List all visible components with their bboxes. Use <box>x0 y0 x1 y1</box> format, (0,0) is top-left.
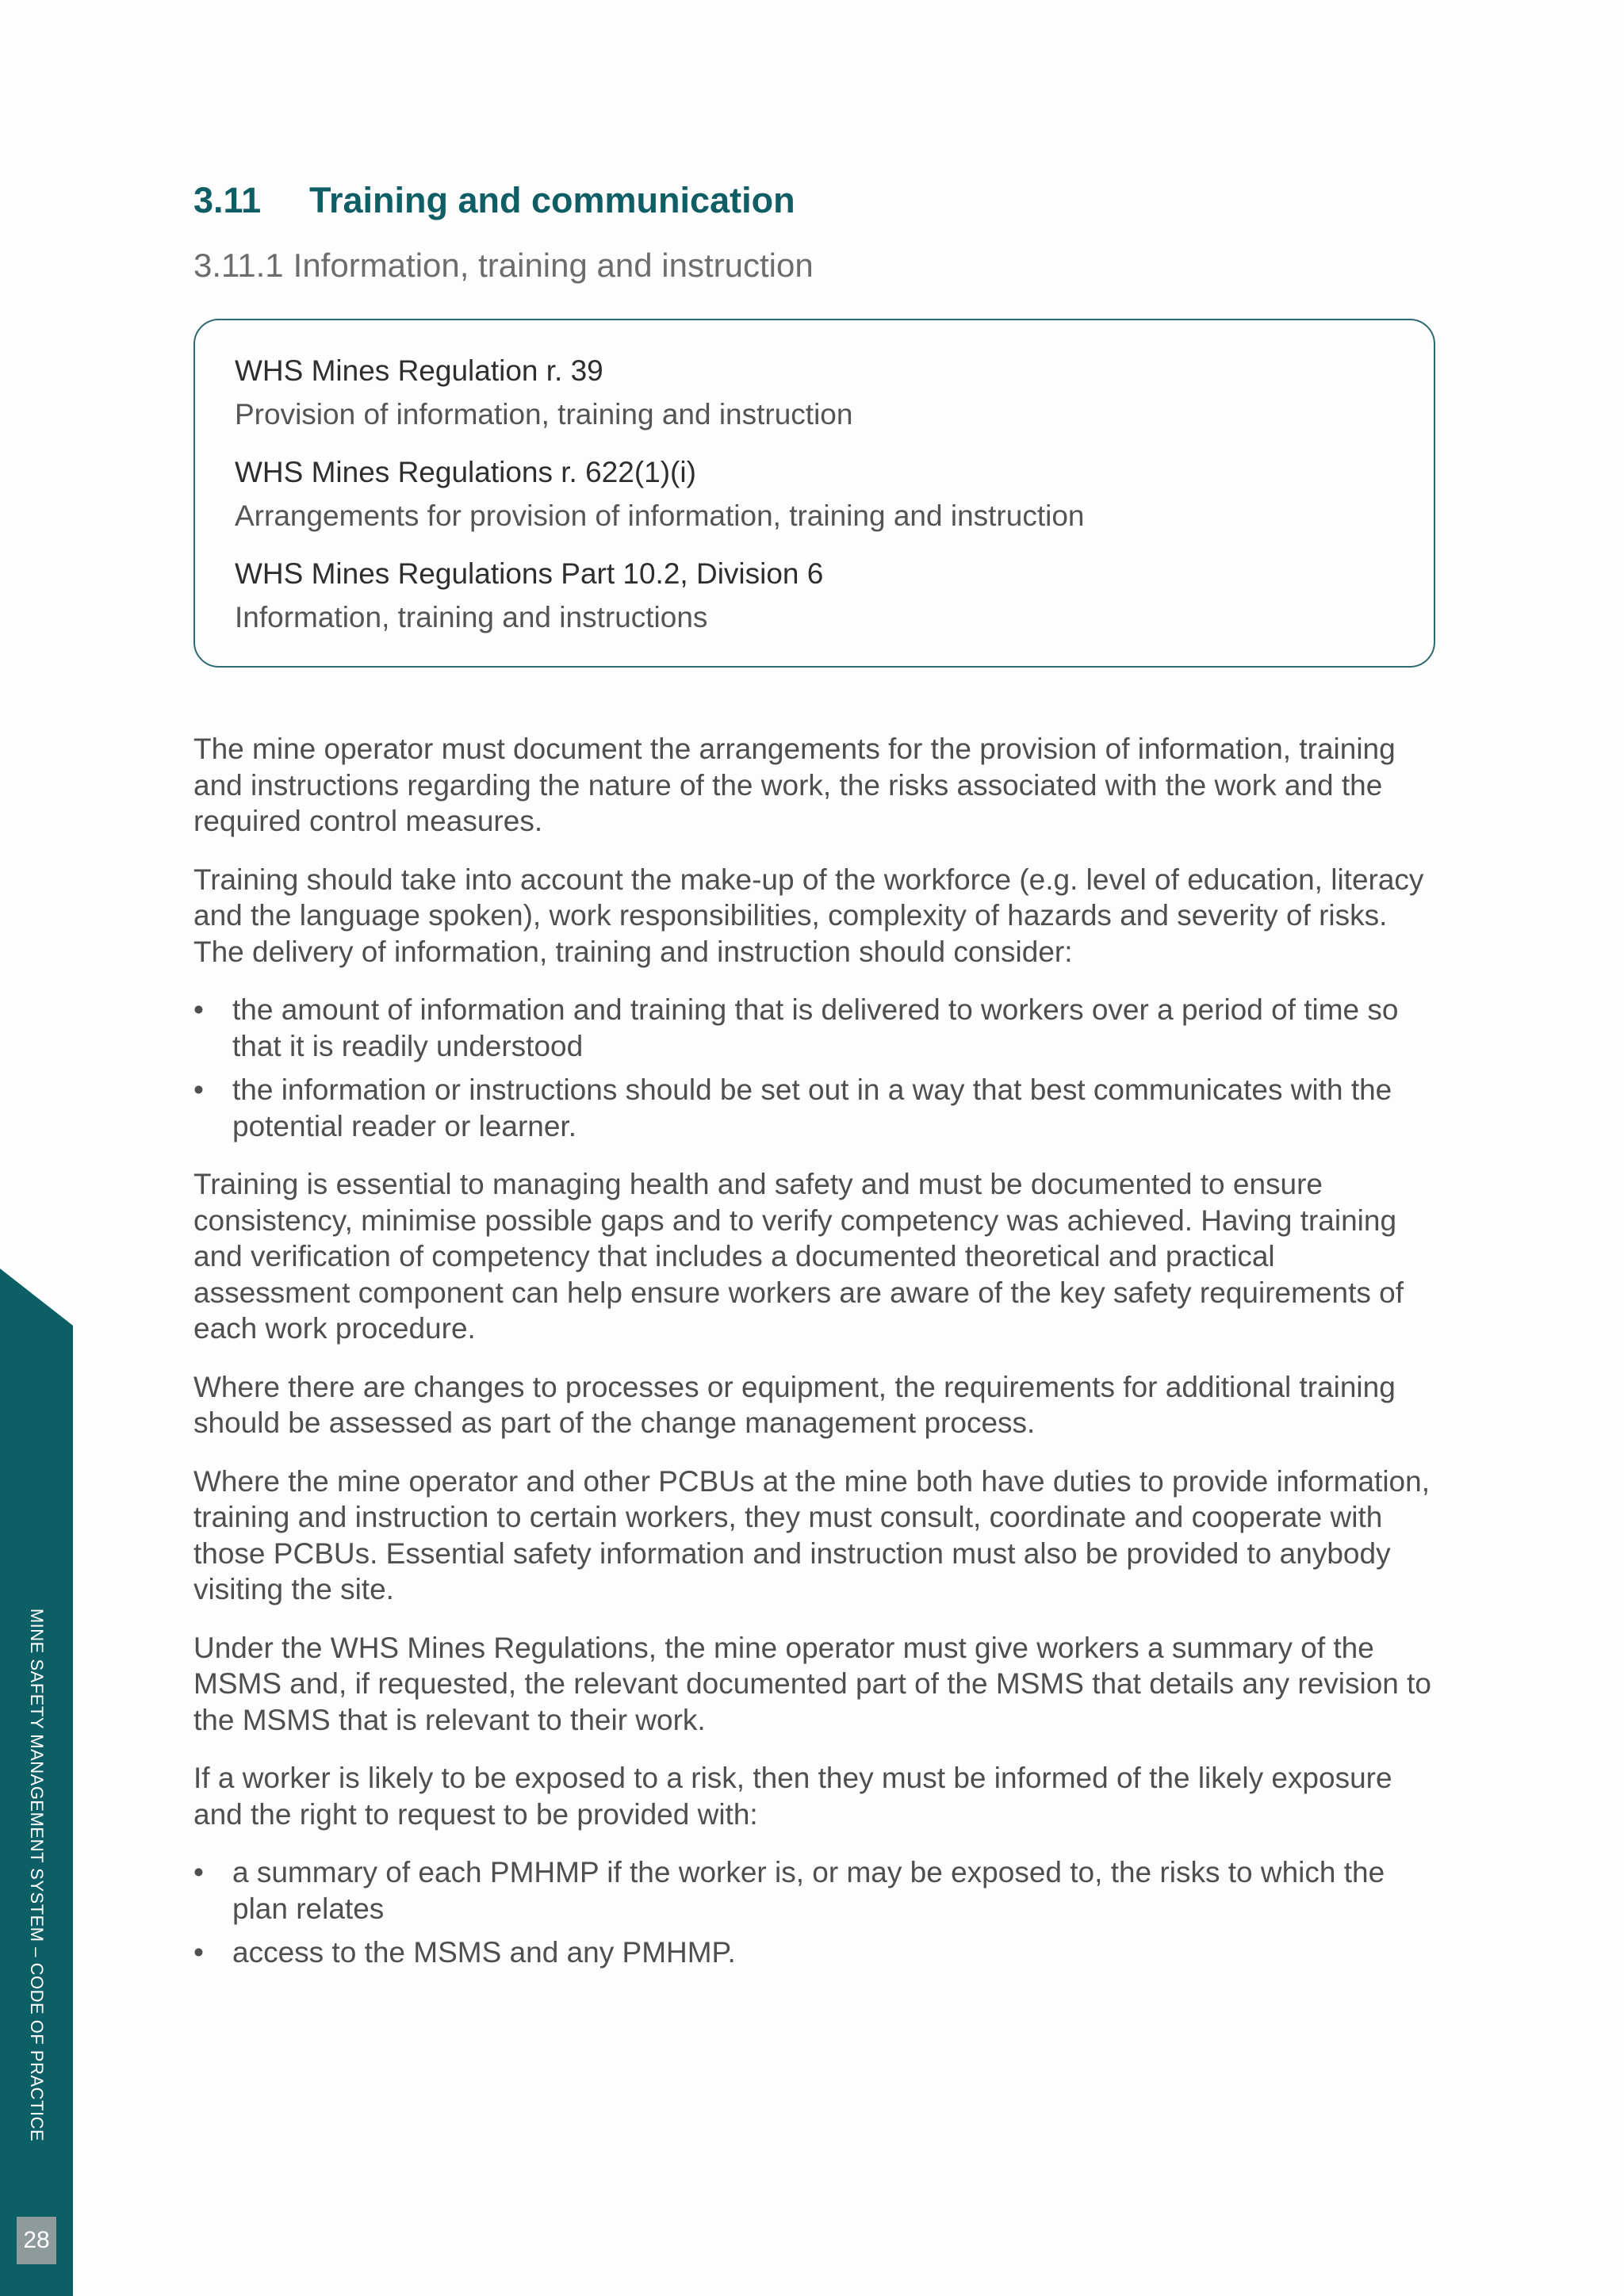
regulation-entry <box>235 349 1394 436</box>
regulation-title: WHS Mines Regulation r. 39 <box>235 354 603 388</box>
bullet-text: a summary of each PMHMP if the worker is, or may be exposed to, the risks to which the plan relates <box>232 1856 1385 1925</box>
bullet-text: the information or instructions should be set out in a way that best communicates with the potential reader or learner. <box>232 1073 1392 1142</box>
bullet-icon: • <box>193 1936 204 1969</box>
bullet-list <box>193 992 1432 1144</box>
paragraph: Under the WHS Mines Regulations, the mine operator must give workers a summary of the MSMS and, if requested, the relevant documented part of the MSMS that details any revision to the MSMS that is relevant to their work. <box>193 1631 1431 1736</box>
bullet-item <box>193 1854 1432 1927</box>
paragraph: Training should take into account the make-up of the workforce (e.g. level of education, literacy and the language spoken), work responsibilities, complexity of hazards and severity of risks. The delivery of information, training and instruction should consider: <box>193 863 1424 968</box>
regulations-box <box>193 319 1435 668</box>
subsection-heading <box>193 246 1432 285</box>
bullet-text: the amount of information and training that is delivered to workers over a period of time so that it is readily understood <box>232 993 1399 1062</box>
regulation-entry <box>235 552 1394 639</box>
page-number: 28 <box>17 2217 56 2264</box>
paragraph: Training is essential to managing health and safety and must be documented to ensure consistency, minimise possible gaps and to verify competency was achieved. Having training and verification of competency that includes a documented theoretical and practical assessment component can help ensure workers are aware of the key safety requirements of each work procedure. <box>193 1168 1404 1345</box>
section-title: Training and communication <box>309 180 795 220</box>
bullet-item <box>193 1934 1432 1971</box>
bullet-list <box>193 1854 1432 1971</box>
bullet-item <box>193 1072 1432 1144</box>
paragraph: Where there are changes to processes or equipment, the requirements for additional training should be assessed as part of the change management process. <box>193 1370 1396 1440</box>
regulation-title: WHS Mines Regulations r. 622(1)(i) <box>235 456 696 489</box>
side-bar-title: MINE SAFETY MANAGEMENT SYSTEM – CODE OF PRACTICE <box>27 1608 47 2142</box>
body-text <box>193 731 1432 1971</box>
regulation-description: Provision of information, training and instruction <box>235 398 853 431</box>
paragraph: The mine operator must document the arrangements for the provision of information, training and instructions regarding the nature of the work, the risks associated with the work and the required control measures. <box>193 733 1396 838</box>
regulation-description: Arrangements for provision of information, training and instruction <box>235 499 1085 533</box>
paragraph: Where the mine operator and other PCBUs at the mine both have duties to provide information, training and instruction to certain workers, they must consult, coordinate and cooperate with those PCBUs. Essential safety information and instruction must also be provided to anybody visiting the site. <box>193 1464 1430 1606</box>
bullet-text: access to the MSMS and any PMHMP. <box>232 1936 736 1969</box>
regulation-title: WHS Mines Regulations Part 10.2, Division 6 <box>235 557 824 591</box>
regulation-entry <box>235 450 1394 538</box>
regulation-description: Information, training and instructions <box>235 601 708 634</box>
bullet-item <box>193 992 1432 1064</box>
bullet-icon: • <box>193 993 204 1027</box>
main-content <box>193 179 1432 1993</box>
subsection-title: Information, training and instruction <box>293 247 814 284</box>
section-heading <box>193 179 1432 222</box>
section-number: 3.11 <box>193 180 262 220</box>
bullet-icon: • <box>193 1856 204 1889</box>
paragraph: If a worker is likely to be exposed to a risk, then they must be informed of the likely exposure and the right to request to be provided with: <box>193 1762 1392 1831</box>
bullet-icon: • <box>193 1073 204 1107</box>
subsection-number: 3.11.1 <box>193 247 284 284</box>
